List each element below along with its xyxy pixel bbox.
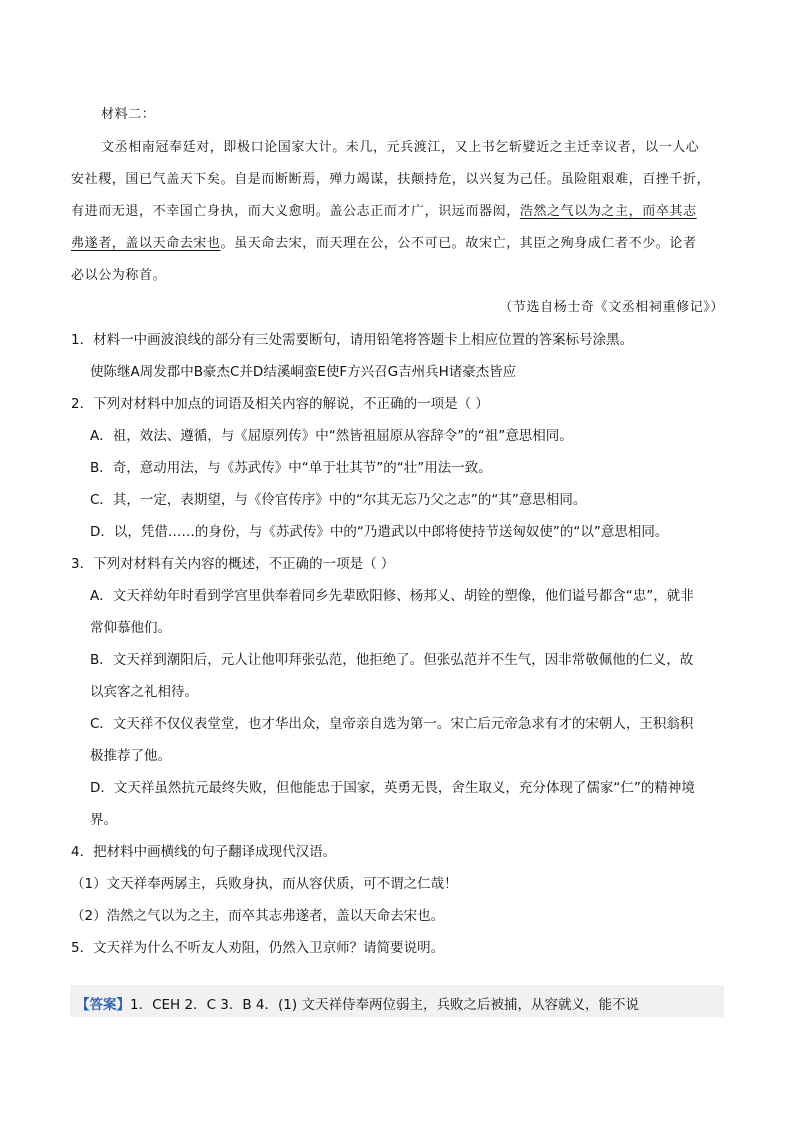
question-1: 1．材料一中画波浪线的部分有三处需要断句，请用铅笔将答题卡上相应位置的答案标号涂黑。 xyxy=(71,332,634,348)
question-4-part-1: （1）文天祥奉两孱主，兵败身执，而从容伏质，可不谓之仁哉！ xyxy=(71,876,458,892)
question-2: 2．下列对材料中加点的词语及相关内容的解说，不正确的一项是（ ） xyxy=(71,396,489,412)
question-3-option-b-1: B．文天祥到潮阳后，元人让他叩拜张弘范，他拒绝了。但张弘范并不生气，因非常敬佩他的仁义，故 xyxy=(90,652,694,668)
material2-heading: 材料二： xyxy=(101,107,156,122)
question-3-option-d-1: D．文天祥虽然抗元最终失败，但他能忠于国家，英勇无畏，舍生取义，充分体现了儒家“仁”的精神境 xyxy=(90,780,695,796)
answer-content: 1．CEH 2．C 3．B 4．(1) 文天祥侍奉两位弱主，兵败之后被捕，从容就义，能不说 xyxy=(130,997,639,1013)
material2-line-5: 必以公为称首。 xyxy=(71,268,167,283)
question-3-option-d-2: 界。 xyxy=(90,812,117,828)
question-3-option-c-1: C．文天祥不仅仪表堂堂，也才华出众，皇帝亲自选为第一。宋亡后元帝急求有才的宋朝人，王积翁积 xyxy=(90,716,694,732)
question-4: 4．把材料中画横线的句子翻译成现代汉语。 xyxy=(71,844,337,860)
question-2-option-d: D．以，凭借……的身份，与《苏武传》中的“乃遣武以中郎将使持节送匈奴使”的“以”意思相同。 xyxy=(90,524,669,540)
material2-line-3-plain: 有进而无退，不幸国亡身执，而大义愈明。盖公志正而才广，识远而器闳， xyxy=(71,204,520,219)
material2-line-4-underlined: 弗遂者，盖以天命去宋也 xyxy=(71,236,221,251)
question-3: 3．下列对材料有关内容的概述，不正确的一项是（ ） xyxy=(71,556,395,572)
question-2-option-a: A．祖，效法、遵循，与《屈原列传》中“然皆祖屈原从容辞令”的“祖”意思相同。 xyxy=(90,428,573,444)
question-2-option-c: C．其，一定，表期望，与《伶官传序》中的“尔其无忘乃父之志”的“其”意思相同。 xyxy=(90,492,587,508)
material2-source: （节选自杨士奇《文丞相祠重修记》） xyxy=(499,300,724,315)
question-1-text: 使陈继A周发郡中B豪杰C并D结溪峒蛮E使F方兴召G吉州兵H诸豪杰皆应 xyxy=(90,364,517,380)
question-4-part-2: （2）浩然之气以为之主，而卒其志弗遂者，盖以天命去宋也。 xyxy=(71,908,445,924)
material2-line-3 xyxy=(71,200,697,219)
material2-line-4-plain: 。虽天命去宋，而天理在公，公不可已。故宋亡，其臣之殉身成仁者不少。论者 xyxy=(220,236,697,251)
question-3-option-a-2: 常仰慕他们。 xyxy=(90,620,171,636)
question-5: 5．文天祥为什么不听友人劝阻，仍然入卫京师？请简要说明。 xyxy=(71,940,445,956)
question-3-option-c-2: 极推荐了他。 xyxy=(90,748,171,764)
material2-line-3-underlined: 浩然之气以为之主，而卒其志 xyxy=(519,204,697,219)
answer-line xyxy=(76,993,639,1013)
question-3-option-a-1: A．文天祥幼年时看到学宫里供奉着同乡先辈欧阳修、杨邦乂、胡铨的塑像，他们谥号都含“忠”，就非 xyxy=(90,588,694,604)
material2-line-2: 安社稷，国已气盖天下矣。自是而断断焉，殚力竭谋，扶颠持危，以兴复为己任。虽险阻艰难，百挫千折， xyxy=(71,172,711,187)
answer-label: 【答案】 xyxy=(76,997,130,1013)
material2-line-1: 文丞相南冠奉廷对，即极口论国家大计。未几，元兵渡江，又上书乞斩嬖近之主迁幸议者，以一人心 xyxy=(101,140,700,155)
question-3-option-b-2: 以宾客之礼相待。 xyxy=(90,684,198,700)
material2-line-4 xyxy=(71,232,697,251)
question-2-option-b: B．奇，意动用法，与《苏武传》中“单于壮其节”的“壮”用法一致。 xyxy=(90,460,492,476)
